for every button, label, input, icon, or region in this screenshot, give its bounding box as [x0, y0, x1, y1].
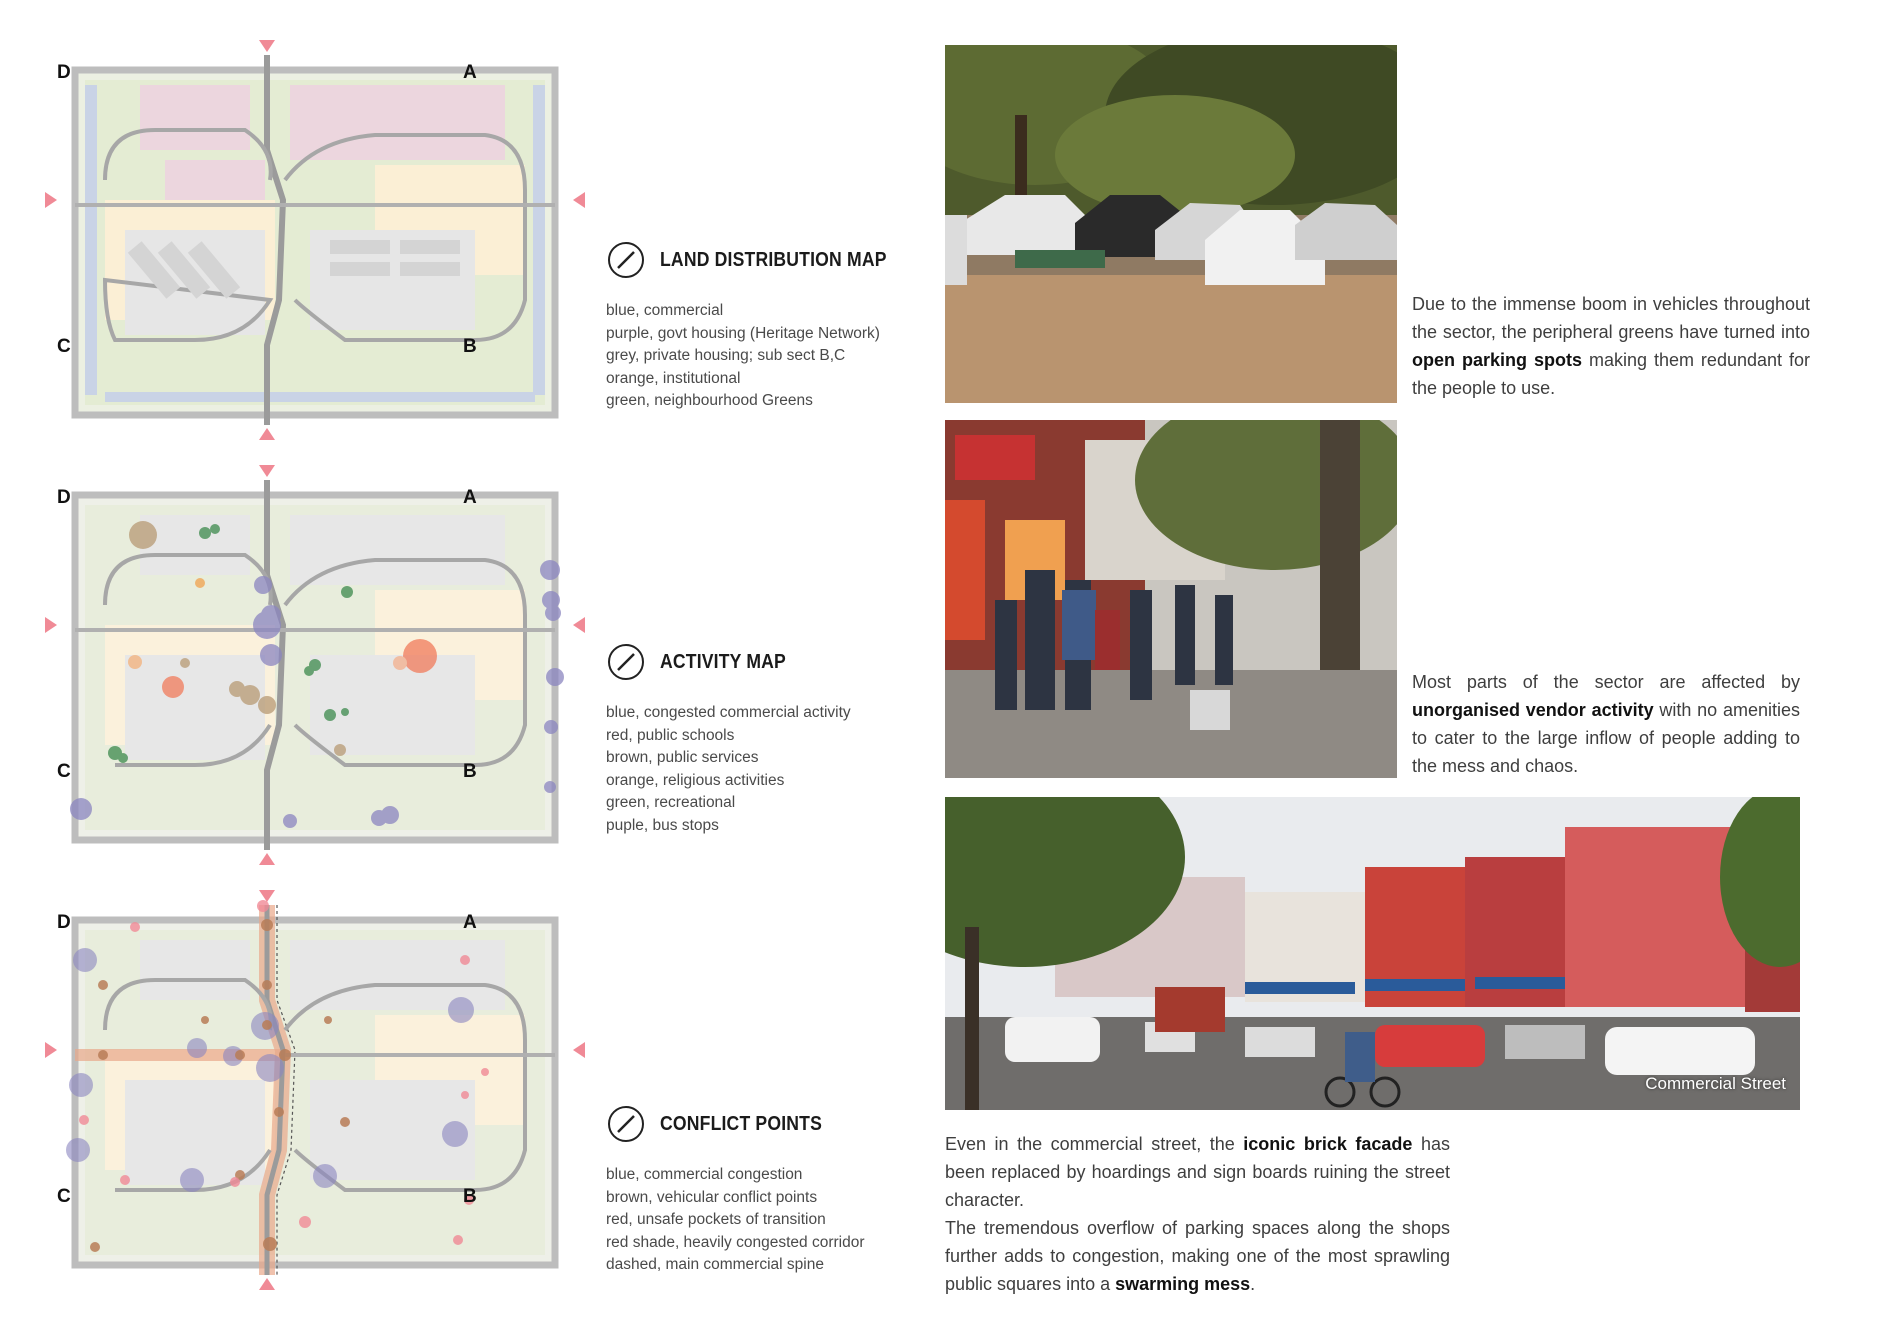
- land-corner-d: D: [57, 62, 71, 83]
- legend-line: red, unsafe pockets of transition: [606, 1211, 826, 1228]
- legend-line: blue, congested commercial activity: [606, 704, 851, 721]
- legend-line: orange, institutional: [606, 369, 741, 387]
- vendor-photo-image: [945, 420, 1397, 778]
- legend-line: grey, private housing; sub sect B,C: [606, 347, 846, 364]
- legend-line: blue, commercial congestion: [606, 1166, 803, 1183]
- parking-photo-image: [945, 45, 1397, 403]
- legend-title: LAND DISTRIBUTION MAP: [660, 248, 887, 271]
- activity-corner-b: B: [463, 761, 477, 782]
- conflict-map-drawing: [45, 890, 585, 1290]
- legend-lines: [606, 300, 926, 413]
- conflict-corner-d: D: [57, 912, 71, 933]
- highlight-phrase: open parking spots: [1412, 350, 1582, 370]
- highlight-phrase: unorganised vendor activity: [1412, 700, 1654, 720]
- north-compass-icon: [606, 1104, 646, 1144]
- legend-line: puple, bus stops: [606, 816, 719, 834]
- land-corner-a: A: [463, 62, 477, 83]
- conflict-corner-a: A: [463, 912, 477, 933]
- land-distribution-legend: [606, 240, 926, 413]
- activity-legend: [606, 642, 926, 837]
- legend-line: orange, religious activities: [606, 771, 785, 789]
- legend-line: dashed, main commercial spine: [606, 1256, 824, 1273]
- land-corner-b: B: [463, 336, 477, 357]
- north-compass-icon: [606, 240, 646, 280]
- legend-line: blue, commercial: [606, 302, 724, 319]
- legend-line: red, public schools: [606, 726, 735, 744]
- legend-line: brown, vehicular conflict points: [606, 1188, 818, 1206]
- activity-corner-a: A: [463, 487, 477, 508]
- activity-map: [45, 465, 585, 865]
- activity-map-drawing: [45, 465, 585, 865]
- conflict-points-legend: [606, 1104, 926, 1277]
- legend-line: brown, public services: [606, 749, 759, 766]
- legend-title: ACTIVITY MAP: [660, 650, 786, 673]
- land-map-drawing: [45, 40, 585, 440]
- conflict-corner-b: B: [463, 1186, 477, 1207]
- legend-lines: [606, 1164, 926, 1277]
- commercial-street-photo: [945, 797, 1800, 1110]
- legend-title: CONFLICT POINTS: [660, 1112, 823, 1135]
- conflict-points-map: [45, 890, 585, 1290]
- north-compass-icon: [606, 642, 646, 682]
- conflict-corner-c: C: [57, 1186, 71, 1207]
- parking-photo: [945, 45, 1397, 403]
- commercial-street-photo-image: [945, 797, 1800, 1110]
- highlight-phrase: iconic brick facade: [1243, 1134, 1413, 1154]
- legend-line: green, recreational: [606, 794, 736, 811]
- highlight-phrase: swarming mess: [1115, 1274, 1251, 1294]
- legend-lines: [606, 702, 926, 837]
- photo-caption: Commercial Street: [1645, 1074, 1786, 1093]
- commercial-street-paragraph: Even in the commercial street, the iconic brick facade has been replaced by hoardings and sign boards ruining the street character. The tremendous overflow of parking spaces along the shops further adds to congestion, making one of the most sprawling public squares into a swarming mess.: [945, 1134, 1450, 1294]
- land-distribution-map: [45, 40, 585, 440]
- legend-line: green, neighbourhood Greens: [606, 392, 813, 409]
- vendor-paragraph: Most parts of the sector are affected by unorganised vendor activity with no amenities to cater to the large inflow of people adding to the mess and chaos.: [1412, 672, 1800, 776]
- legend-line: purple, govt housing (Heritage Network): [606, 324, 880, 342]
- legend-line: red shade, heavily congested corridor: [606, 1233, 865, 1251]
- vendor-photo: [945, 420, 1397, 778]
- activity-corner-d: D: [57, 487, 71, 508]
- land-corner-c: C: [57, 336, 71, 357]
- parking-paragraph: Due to the immense boom in vehicles throughout the sector, the peripheral greens have turned into open parking spots making them redundant for the people to use.: [1412, 294, 1810, 398]
- activity-corner-c: C: [57, 761, 71, 782]
